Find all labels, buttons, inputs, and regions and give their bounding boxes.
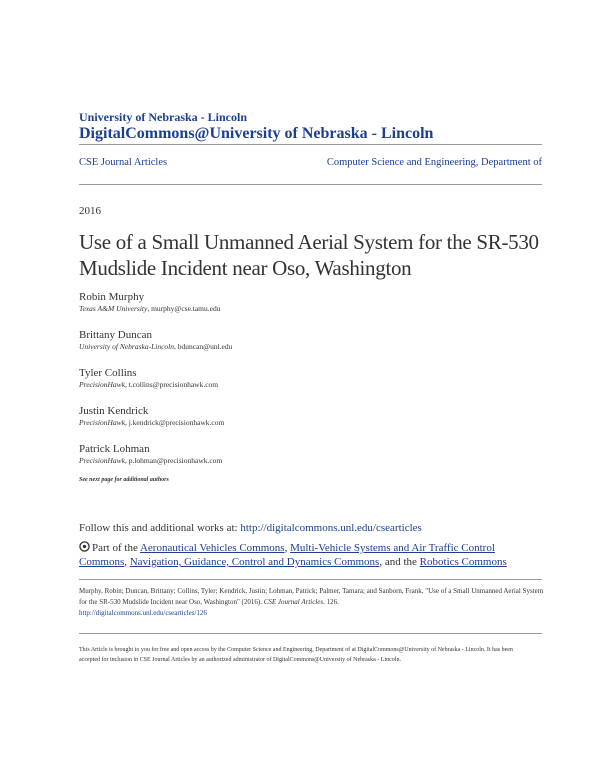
author-institution: Texas A&M University: [79, 304, 148, 313]
see-next-note: See next page for additional authors: [79, 477, 169, 483]
author-affiliation: [79, 418, 539, 428]
article-title: Use of a Small Unmanned Aerial System for the SR-530 Mudslide Incident near Oso, Washington: [79, 230, 539, 280]
author-name: Patrick Lohman: [79, 443, 150, 455]
part-of-line: [79, 541, 544, 569]
citation-text: Murphy, Robin; Duncan, Brittany; Collins, Tyler; Kendrick, Justin; Lohman, Patrick; Palmer, Tamara; and Sanborn, Frank, "Use of a Small Unmanned Aerial System for the SR-530 Mudslide Incident near Oso, Washington" (2016).: [79, 587, 544, 606]
robotics-commons-link[interactable]: Robotics Commons: [419, 556, 507, 568]
author-list: [79, 290, 539, 480]
author-entry: [79, 290, 539, 314]
follow-prefix: Follow this and additional works at:: [79, 522, 241, 534]
department-link[interactable]: Computer Science and Engineering, Department of: [326, 157, 542, 168]
author-name: Robin Murphy: [79, 291, 145, 303]
multi-vehicle-systems-commons-link[interactable]: Multi-Vehicle Systems and Air Traffic Control Commons: [79, 542, 495, 568]
header-divider: [79, 144, 542, 145]
author-email: , bduncan@unl.edu: [174, 342, 233, 351]
repository-header: [79, 110, 539, 144]
collection-url-link[interactable]: http://digitalcommons.unl.edu/csearticles: [240, 522, 422, 534]
aeronautical-vehicles-commons-link[interactable]: Aeronautical Vehicles Commons: [139, 542, 285, 554]
repository-link[interactable]: DigitalCommons@University of Nebraska - Lincoln: [79, 125, 434, 142]
author-email: , murphy@cse.tamu.edu: [147, 304, 221, 313]
author-entry: [79, 366, 539, 390]
author-affiliation: [79, 304, 539, 314]
author-name: Brittany Duncan: [79, 329, 153, 341]
citation-journal: CSE Journal Articles: [263, 598, 324, 606]
author-affiliation: [79, 380, 539, 390]
author-email: , p.lohman@precisionhawk.com: [124, 456, 223, 465]
citation-url-link[interactable]: http://digitalcommons.unl.edu/csearticles/126: [79, 609, 207, 617]
institution-link[interactable]: University of Nebraska - Lincoln: [79, 110, 247, 124]
follow-line: [79, 521, 544, 535]
author-affiliation: [79, 342, 539, 352]
citation-block: [79, 586, 544, 619]
author-name: Justin Kendrick: [79, 405, 149, 417]
author-entry: [79, 404, 539, 428]
author-email: , t.collins@precisionhawk.com: [124, 380, 219, 389]
separator: , and the: [379, 556, 420, 568]
author-email: , j.kendrick@precisionhawk.com: [124, 418, 225, 427]
navigation-guidance-commons-link[interactable]: Navigation, Guidance, Control and Dynamics Commons: [129, 556, 380, 568]
notice-divider: [79, 633, 542, 634]
citation-divider: [79, 579, 542, 580]
author-affiliation: [79, 456, 539, 466]
author-entry: [79, 328, 539, 352]
author-entry: [79, 442, 539, 466]
access-notice: This Article is brought to you for free and open access by the Computer Science and Engineering, Department of at DigitalCommons@University of Nebraska - Lincoln. It has been accepted for inclusion in CSE Journal Articles by an authorized administrator of DigitalCommons@University of Nebraska - Lincoln.: [79, 647, 513, 663]
author-institution: University of Nebraska-Lincoln: [79, 342, 174, 351]
breadcrumb-divider: [79, 184, 542, 185]
author-name: Tyler Collins: [79, 367, 137, 379]
author-institution: PrecisionHawk: [79, 380, 125, 389]
separator: ,: [284, 542, 291, 554]
part-of-prefix: Part of the: [92, 542, 140, 554]
citation-number: . 126.: [323, 598, 339, 606]
author-institution: PrecisionHawk: [79, 418, 125, 427]
commons-network-icon: [79, 541, 90, 552]
collection-link[interactable]: CSE Journal Articles: [79, 157, 168, 168]
publication-year: 2016: [79, 205, 101, 217]
author-institution: PrecisionHawk: [79, 456, 125, 465]
separator: ,: [124, 556, 130, 568]
